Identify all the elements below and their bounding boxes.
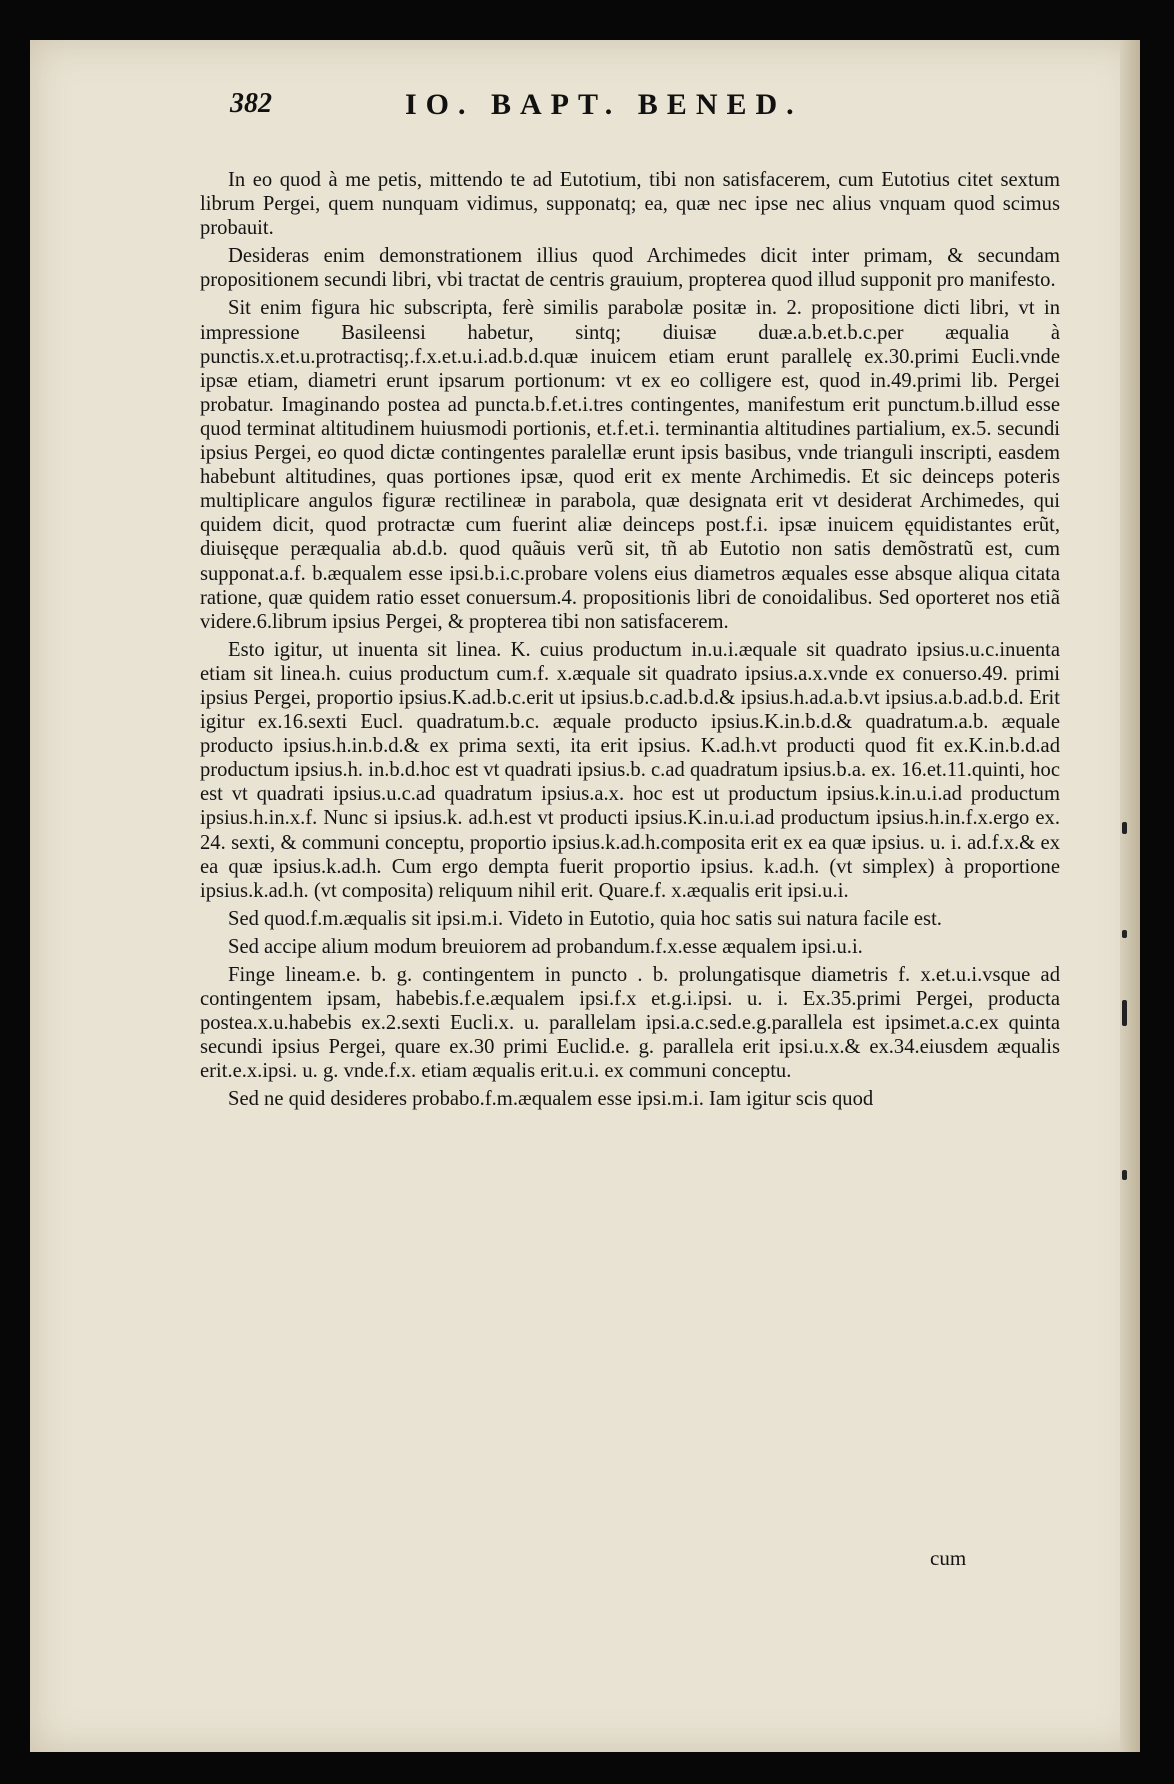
paragraph: Sed accipe alium modum breuiorem ad probandum.f.x.esse æqualem ipsi.u.i.	[228, 935, 863, 958]
paragraph: Esto igitur, ut inuenta sit linea. K. cuius productum in.u.i.æquale sit quadrato ipsius.u.c.inuenta etiam sit linea.h. cuius productum cum.f. x.æquale sit quadrato ipsius.a.x.vnde ex conuerso.49. primi ipsius Pergei, proportio ipsius.K.ad.b.c.erit ut ipsius.b.c.ad.b.d.& ipsius.h.ad.a.b.vt ipsius.a.b.ad.b.d. Erit igitur ex.16.sexti Eucl. quadratum.b.c. æquale producto ipsius.K.in.b.d.& quadratum.a.b. æquale producto ipsius.h.in.b.d.& ex prima sexti, ita erit ipsius. K.ad.h.vt producti quod fit ex.K.in.b.d.ad productum ipsius.h. in.b.d.hoc est vt quadrati ipsius.b. c.ad quadratum ipsius.b.a. ex. 16.et.11.quinti, hoc est vt quadrati ipsius.u.c.ad quadratum ipsius.a.x. hoc est ut productum ipsius.k.in.u.i.ad productum ipsius.h.in.x.f. Nunc si ipsius.k. ad.h.est vt producti ipsius.K.in.u.i.ad productum ipsius.h.in.f.x.ergo ex. 24. sexti, & communi conceptu, proportio ipsius.k.ad.h.composita erit ex ea quæ ipsius. u. i. ad.f.x.& ex ea quæ ipsius.k.ad.h. Cum ergo dempta fuerit proportio ipsius. k.ad.h. (vt simplex) à proportione ipsius.k.ad.h. (vt composita) reliquum nihil erit. Quare.f. x.æqualis erit ipsi.u.i.	[200, 638, 1060, 902]
paragraph: Sit enim figura hic subscripta, ferè similis parabolæ positæ in. 2. propositione dicti libri, vt in impressione Basileensi habetur, sintq; diuisæ duæ.a.b.et.b.c.per æqualia à punctis.x.et.u.protractisq;.f.x.et.u.i.ad.b.d.quæ inuicem etiam erunt parallelę ex.30.primi Eucli.vnde ipsæ etiam, diametri erunt ipsarum portionum: vt ex eo colligere est, quod in.49.primi lib. Pergei probatur. Imaginando postea ad puncta.b.f.et.i.tres contingentes, manifestum erit punctum.b.illud esse quod terminat altitudinem huiusmodi portionis, et.f.et.i. terminantia altitudines partialium, ex.5. secundi ipsius Pergei, eo quod dictæ contingentes paralellæ erunt ipsis basibus, vnde trianguli inscripti, easdem habebunt altitudines, quas portiones ipsæ, quod erit ex mente Archimedis. Et sic deinceps poteris multiplicare angulos figuræ rectilineæ in parabola, quæ designata erit vt desiderat Archimedes, qui quidem dicit, quod protractæ cum fuerint aliæ deinceps post.f.i. ipsæ inuicem ęquidistantes erũt, diuisęque peræqualia ab.d.b. quod quãuis verũ sit, tñ ab Eutotio non satis demõstratũ est, cum supponat.a.f. b.æqualem esse ipsi.b.i.c.probare volens eius diametros æquales esse absque aliqua citata ratione, quæ quidem ratio esset conuersum.4. propositionis libri de conoidalibus. Sed oporteret nos etiã videre.6.librum ipsius Pergei, & propterea tibi non satisfacerem.	[200, 297, 1060, 633]
paragraph: Desideras enim demonstrationem illius quod Archimedes dicit inter primam, & secundam propositionem secundi libri, vbi tractat de centris grauium, propterea quod illud supponit pro manifesto.	[200, 245, 1060, 292]
binding-mark	[1122, 822, 1127, 834]
binding-mark	[1122, 930, 1127, 938]
paragraph: Sed quod.f.m.æqualis sit ipsi.m.i. Videto in Eutotio, quia hoc satis sui natura facile est.	[228, 907, 942, 930]
page-number: 382	[230, 88, 272, 119]
binding-marks	[1122, 40, 1132, 1752]
running-head: IO. BAPT. BENED.	[405, 88, 803, 121]
paragraph: Finge lineam.e. b. g. contingentem in puncto . b. prolungatisque diametris f. x.et.u.i.vsque ad contingentem ipsam, habebis.f.e.æqualem ipsi.f.x et.g.i.ipsi. u. i. Ex.35.primi Pergei, producta postea.x.u.habebis ex.2.sexti Eucli.x. u. parallelam ipsi.a.c.sed.e.g.parallela est ipsimet.a.c.ex quinta secundi ipsius Pergei, quare ex.30 primi Euclid.e. g. parallela erit ipsi.u.x.& ex.34.eiusdem æqualis erit.e.x.ipsi. u. g. vnde.f.x. etiam æqualis erit.u.i. ex communi conceptu.	[200, 964, 1060, 1083]
binding-mark	[1122, 1170, 1127, 1180]
catchword: cum	[930, 1546, 967, 1570]
paragraph: In eo quod à me petis, mittendo te ad Eutotium, tibi non satisfacerem, cum Eutotius citet sextum librum Pergei, quem nunquam vidimus, supponatq; ea, quæ nec ipse nec alius vnquam quod scimus probauit.	[200, 169, 1060, 240]
page-header	[230, 88, 1110, 128]
binding-mark	[1122, 1000, 1127, 1026]
body-text	[200, 168, 1060, 1116]
paragraph: Sed ne quid desideres probabo.f.m.æqualem esse ipsi.m.i. Iam igitur scis quod	[228, 1088, 874, 1111]
